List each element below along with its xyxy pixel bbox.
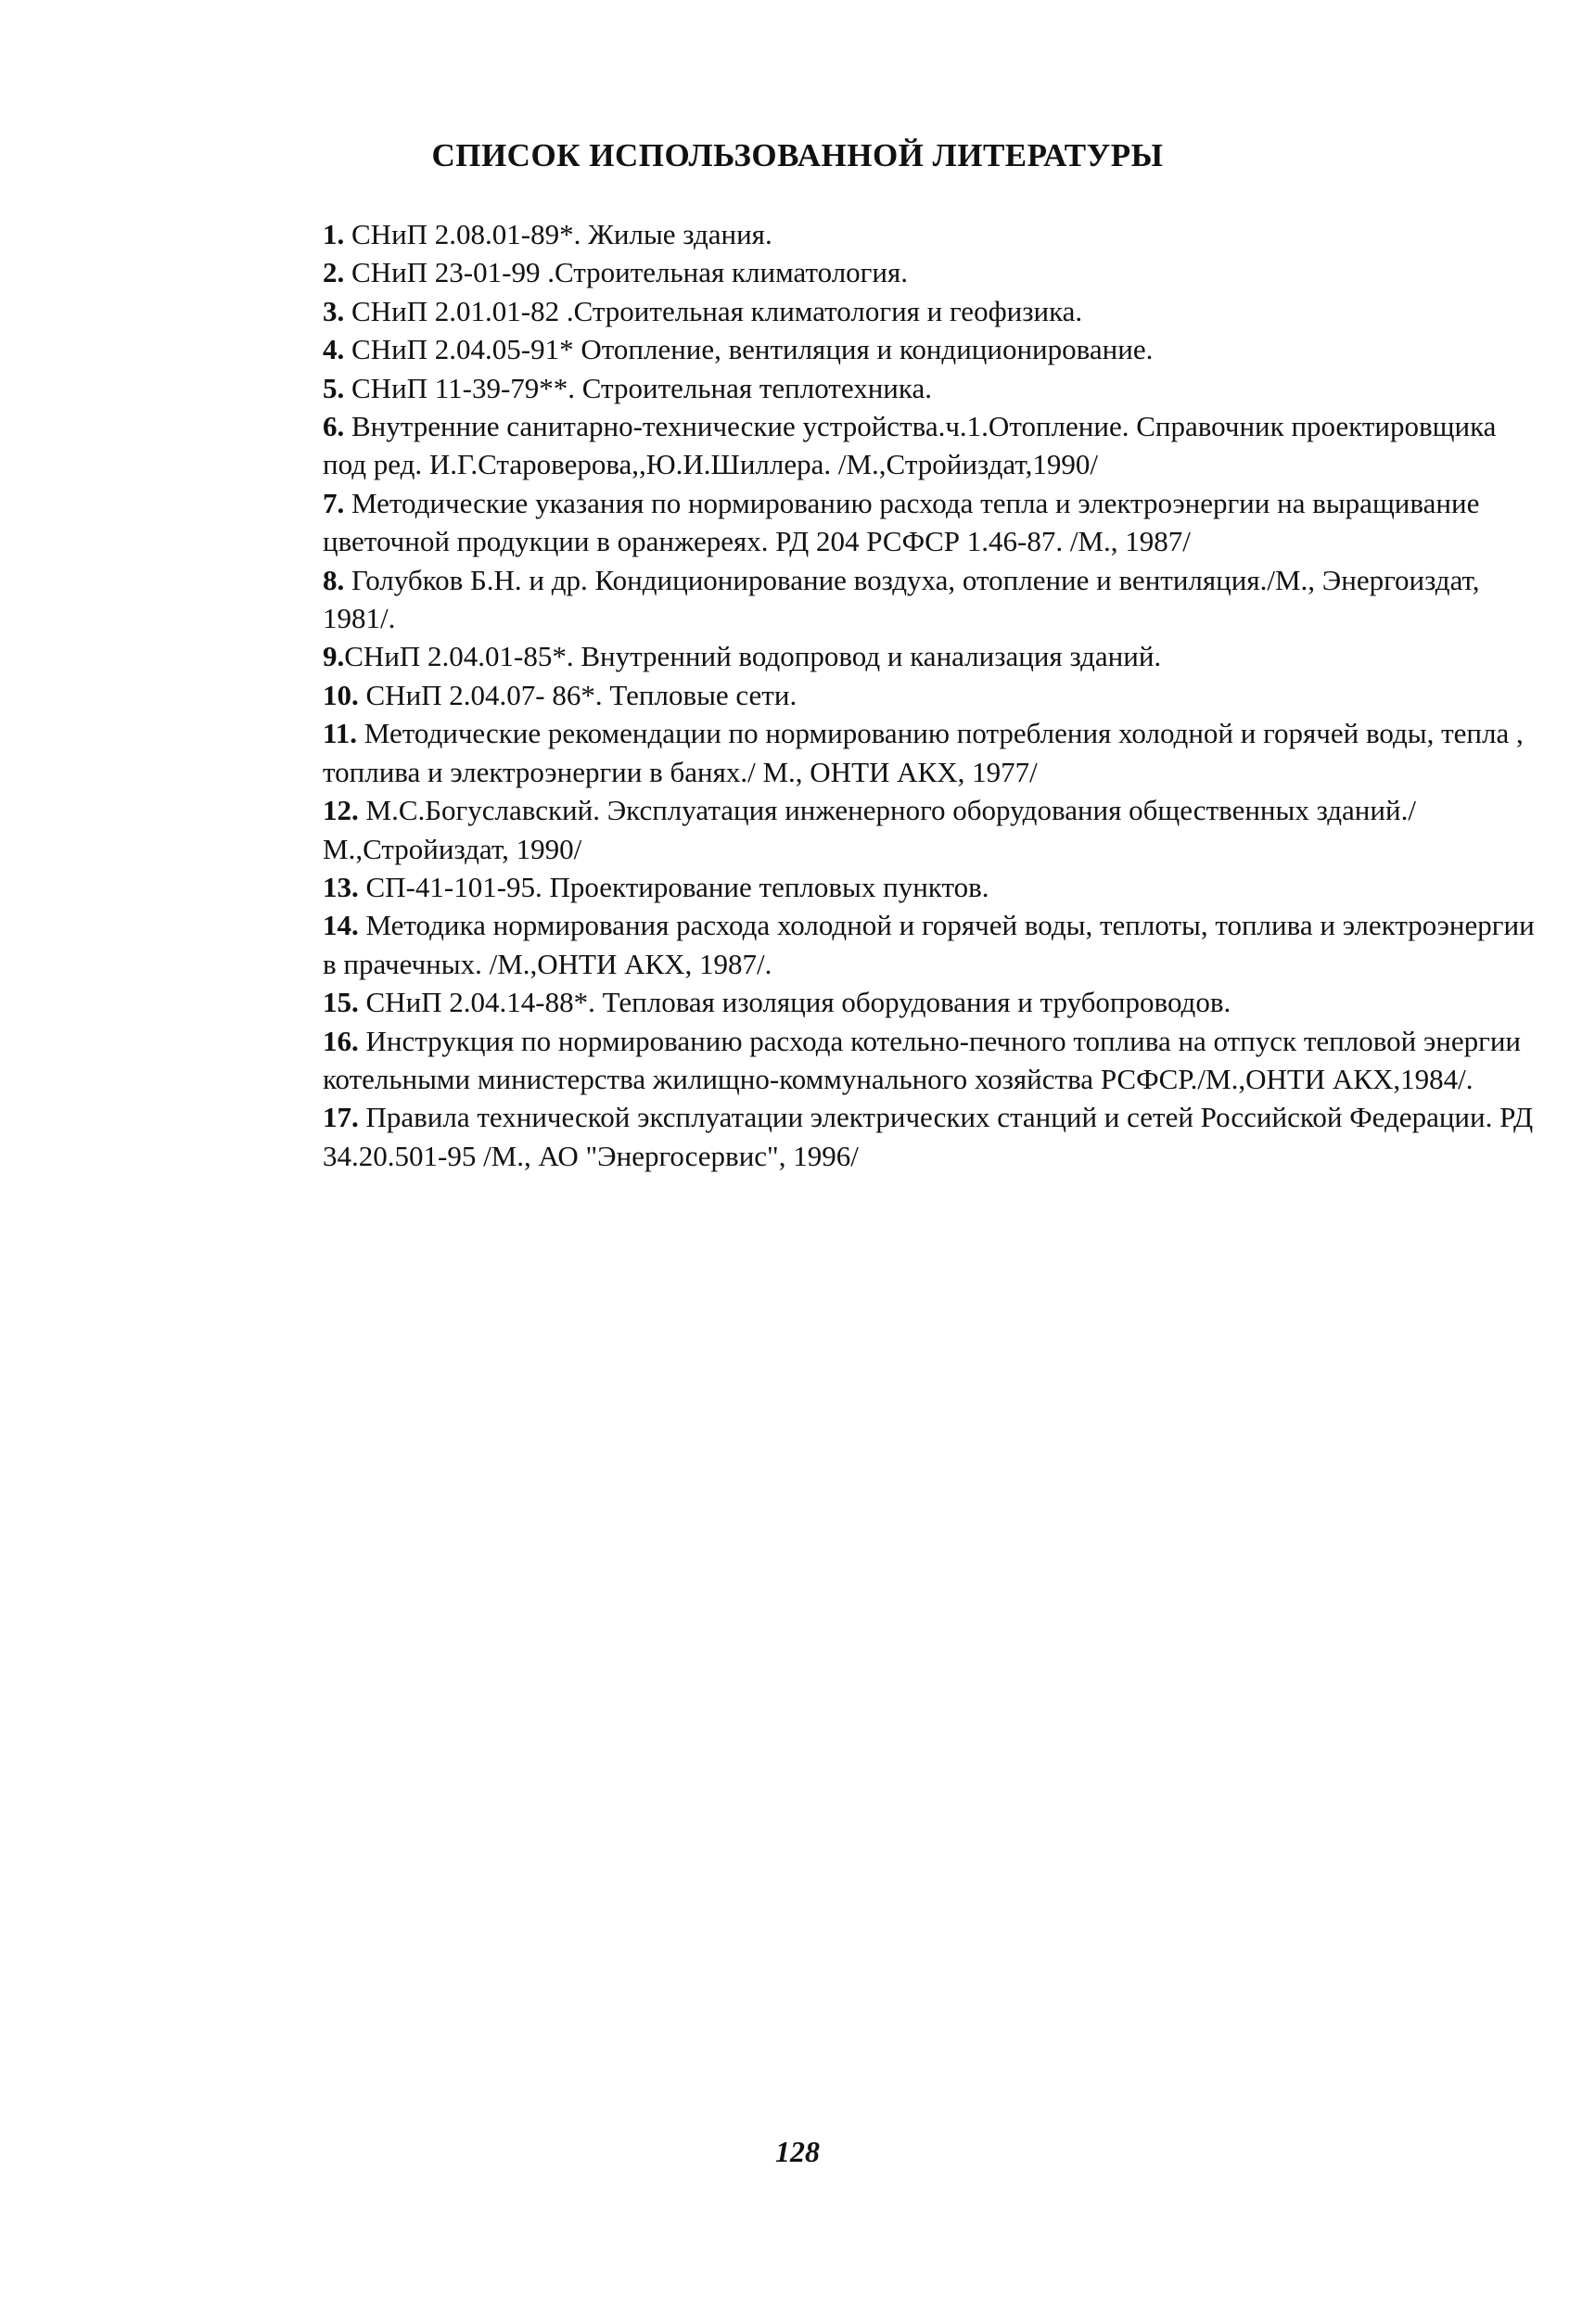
reference-item [323, 484, 1538, 561]
reference-item [323, 1022, 1538, 1099]
reference-text: Внутренние санитарно-технические устройства.ч.1.Отопление. Справочник проектировщика под ред. И.Г.Староверова,,Ю.И.Шиллера. /М.,Стройиздат,1990/ [323, 410, 1497, 481]
reference-item [323, 292, 1538, 330]
reference-text: СНиП 2.08.01-89*. Жилые здания. [351, 218, 772, 250]
reference-item [323, 906, 1538, 983]
reference-number: 14. [323, 909, 359, 942]
reference-text: Правила технической эксплуатации электрических станций и сетей Российской Федерации. РД 34.20.501-95 /М., АО "Энергосервис", 1996/ [323, 1101, 1534, 1172]
reference-number: 15. [323, 986, 359, 1019]
reference-number: 4. [323, 333, 345, 366]
reference-number: 12. [323, 794, 359, 827]
reference-text: СНиП 2.04.01-85*. Внутренний водопровод и канализация зданий. [344, 640, 1162, 673]
reference-item [323, 1098, 1538, 1175]
reference-number: 2. [323, 256, 345, 289]
reference-item [323, 215, 1538, 253]
reference-text: СНиП 2.01.01-82 .Строительная климатология и геофизика. [351, 294, 1083, 327]
reference-item [323, 330, 1538, 368]
reference-number: 5. [323, 371, 345, 404]
reference-text: СНиП 2.04.05-91* Отопление, вентиляция и кондиционирование. [351, 333, 1154, 366]
reference-text: Методика нормирования расхода холодной и горячей воды, теплоты, топлива и электроэнергии в прачечных. /М.,ОНТИ АКХ, 1987/. [323, 909, 1535, 980]
reference-list [323, 215, 1538, 1175]
reference-text: СНиП 2.04.14-88*. Тепловая изоляция оборудования и трубопроводов. [365, 986, 1231, 1019]
reference-number: 13. [323, 870, 359, 903]
reference-number: 1. [323, 218, 345, 250]
reference-text: СП-41-101-95. Проектирование тепловых пунктов. [365, 870, 989, 903]
reference-text: СНиП 23-01-99 .Строительная климатология. [351, 256, 908, 289]
reference-number: 6. [323, 410, 345, 443]
reference-number: 10. [323, 678, 359, 711]
reference-number: 3. [323, 294, 345, 327]
reference-item [323, 407, 1538, 484]
reference-number: 17. [323, 1101, 359, 1134]
reference-text: СНиП 11-39-79**. Строительная теплотехника. [351, 371, 932, 404]
reference-item [323, 561, 1538, 638]
reference-number: 8. [323, 563, 345, 596]
reference-text: СНиП 2.04.07- 86*. Тепловые сети. [365, 678, 798, 711]
reference-item [323, 868, 1538, 906]
reference-item [323, 676, 1538, 714]
reference-item [323, 714, 1538, 791]
reference-item [323, 253, 1538, 291]
reference-item [323, 983, 1538, 1021]
reference-number: 9. [323, 640, 345, 673]
reference-number: 11. [323, 717, 358, 750]
reference-text: М.С.Богуславский. Эксплуатация инженерного оборудования общественных зданий./М.,Стройиздат, 1990/ [323, 794, 1416, 865]
reference-text: Голубков Б.Н. и др. Кондиционирование воздуха, отопление и вентиляция./М., Энергоиздат, 1981/. [323, 563, 1480, 635]
reference-item [323, 637, 1538, 675]
reference-text: Методические рекомендации по нормированию потребления холодной и горячей воды, тепла , топлива и электроэнергии в банях./ М., ОНТИ АКХ, 1977/ [323, 717, 1524, 788]
page-title: СПИСОК ИСПОЛЬЗОВАННОЙ ЛИТЕРАТУРЫ [431, 137, 1164, 173]
reference-item [323, 791, 1538, 868]
reference-item [323, 369, 1538, 407]
reference-number: 16. [323, 1024, 359, 1057]
page-number: 128 [775, 2135, 820, 2168]
reference-number: 7. [323, 486, 345, 519]
reference-text: Инструкция по нормированию расхода котельно-печного топлива на отпуск тепловой энергии котельными министерства жилищно-коммунального хозяйства РСФСР./М.,ОНТИ АКХ,1984/. [323, 1024, 1522, 1095]
reference-text: Методические указания по нормированию расхода тепла и электроэнергии на выращивание цветочной продукции в оранжереях. РД 204 РСФСР 1.46-87. /М., 1987/ [323, 486, 1480, 558]
